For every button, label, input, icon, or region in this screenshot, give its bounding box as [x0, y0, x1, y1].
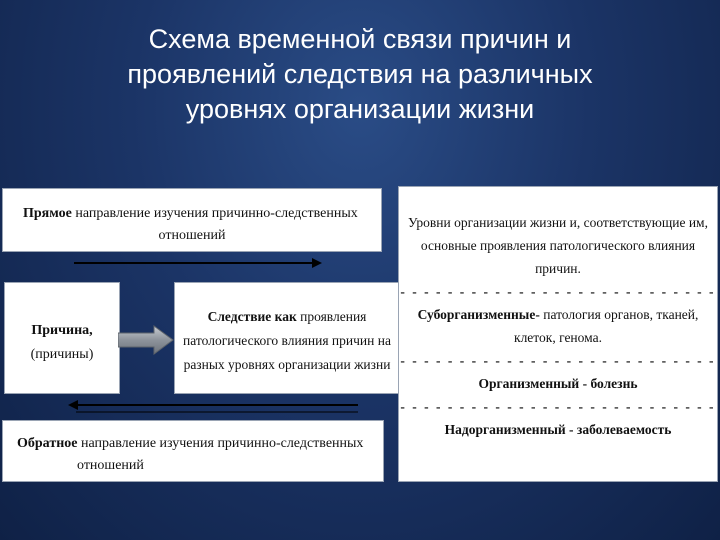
title-line-3: уровнях организации жизни — [185, 94, 535, 124]
reverse-arrow — [68, 398, 364, 418]
title-line-2: проявлений следствия на различных — [127, 59, 593, 89]
reverse-direction-line-1 — [17, 433, 383, 455]
effect-line-3: разных уровнях организации жизни — [183, 357, 391, 372]
suborganismal-text: патология органов, тканей, — [543, 307, 699, 322]
suborganismal-line-2: клеток, генома. — [514, 330, 602, 345]
effect-line-2: патологического влияния причин на — [183, 333, 391, 348]
direct-text: направление изучения причинно-следственных — [75, 206, 358, 221]
organismal-label: Организменный — [478, 376, 580, 391]
organismal-line — [399, 372, 717, 395]
slide-title — [40, 22, 680, 127]
reverse-text-line-2: отношений — [77, 458, 144, 473]
cause-to-effect-arrow — [118, 325, 174, 355]
reverse-direction-box — [2, 420, 384, 482]
cause-text: (причины) — [30, 347, 94, 362]
effect-box — [174, 282, 400, 394]
cause-label: Причина, — [31, 323, 93, 338]
levels-intro-line-3: причин. — [535, 261, 581, 276]
supraorganismal-line: Надорганизменный - заболеваемость — [444, 422, 672, 437]
levels-intro-line-1: Уровни организации жизни и, соответствующие им, — [408, 215, 708, 230]
effect-line-1 — [175, 305, 399, 329]
forward-arrow — [72, 256, 324, 270]
title-line-1: Схема временной связи причин и — [148, 24, 572, 54]
direct-label: Прямое — [23, 206, 72, 221]
direct-direction-line-1 — [23, 203, 381, 225]
direct-text-line-2: отношений — [158, 228, 226, 243]
reverse-text: направление изучения причинно-следственных — [80, 436, 364, 451]
direct-direction-box — [2, 188, 382, 252]
separator-2: - - - - - - - - - - - - - - - - - - - - - - - - - - - — [400, 353, 716, 368]
separator-1: - - - - - - - - - - - - - - - - - - - - - - - - - - - — [400, 284, 716, 299]
suborganismal-line-1 — [399, 303, 717, 326]
separator-3: - - - - - - - - - - - - - - - - - - - - - - - - - - - — [400, 399, 716, 414]
levels-box — [398, 186, 718, 482]
cause-box — [4, 282, 120, 394]
levels-intro-line-2: основные проявления патологического влияния — [420, 238, 696, 253]
reverse-label: Обратное — [17, 436, 78, 451]
organismal-text: - болезнь — [582, 376, 638, 391]
suborganismal-label: Суборганизменные- — [417, 307, 540, 322]
effect-label: Следствие как — [207, 309, 297, 324]
effect-text: проявления — [300, 309, 367, 324]
